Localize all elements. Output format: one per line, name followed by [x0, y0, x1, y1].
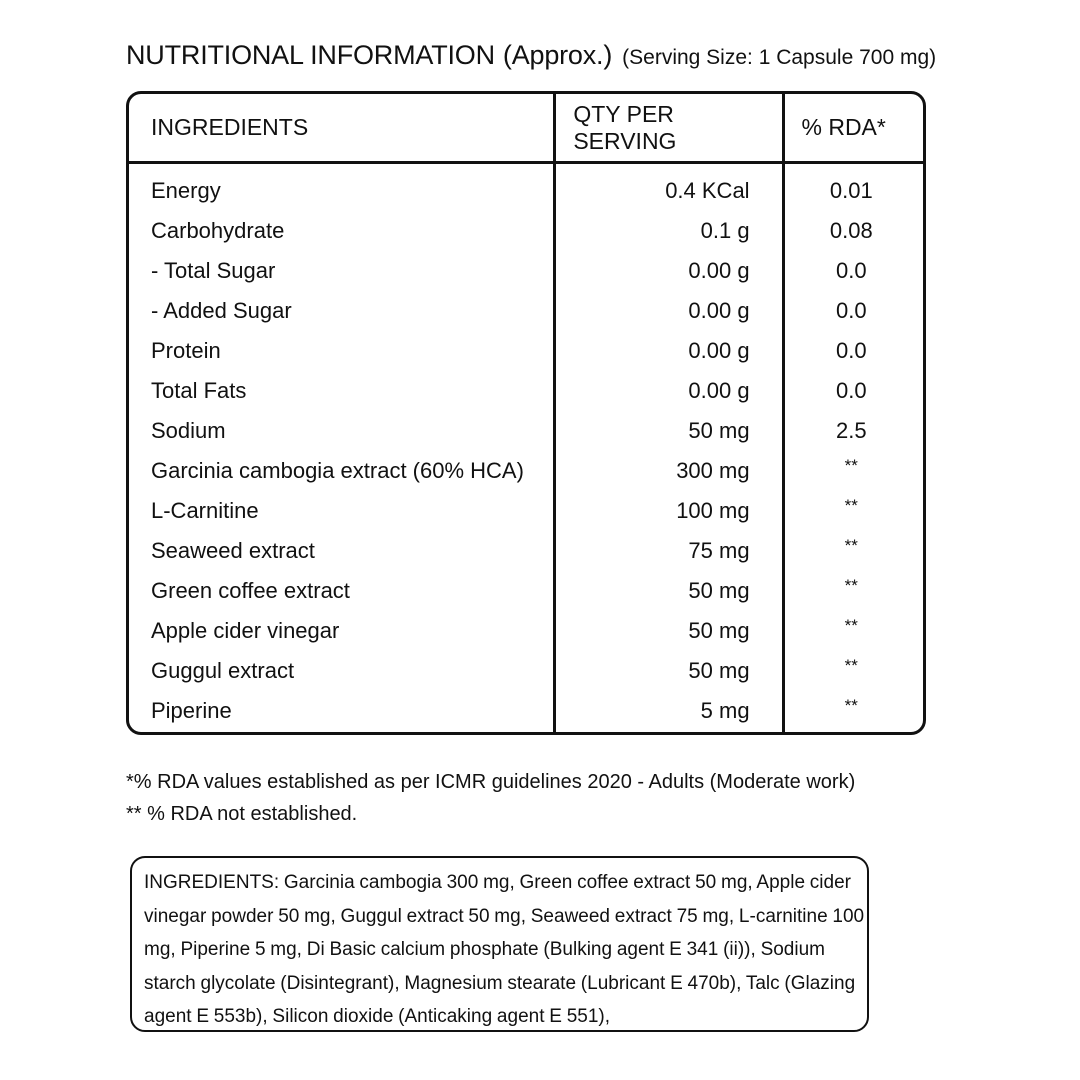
cell-qty: 50 mg: [688, 658, 750, 683]
title-main-text: NUTRITIONAL INFORMATION: [126, 40, 495, 70]
footnote-rda-not-established: ** % RDA not established.: [126, 803, 358, 825]
ingredients-panel: [130, 856, 869, 1032]
cell-ingredient: Carbohydrate: [151, 218, 285, 243]
table-row: [129, 411, 923, 451]
table-header-row: [129, 94, 923, 161]
cell-ingredient: Total Fats: [151, 378, 247, 403]
cell-ingredient: Guggul extract: [151, 658, 295, 683]
title-approx-text: (Approx.): [502, 40, 613, 70]
table-row: [129, 211, 923, 251]
table-row: [129, 371, 923, 411]
cell-qty: 0.00 g: [688, 378, 750, 403]
cell-ingredient: Apple cider vinegar: [151, 618, 340, 643]
column-header-rda: % RDA*: [801, 114, 886, 140]
cell-ingredient: L-Carnitine: [151, 498, 259, 523]
table-row: [129, 251, 923, 291]
cell-rda: **: [844, 695, 858, 715]
cell-rda: 0.0: [835, 298, 867, 323]
table-row: [129, 331, 923, 371]
table-body: [129, 164, 923, 732]
cell-rda: 0.0: [835, 378, 867, 403]
table-row: [129, 451, 923, 491]
table-row: [129, 611, 923, 651]
cell-rda: 0.0: [835, 338, 867, 363]
cell-qty: 0.00 g: [688, 298, 750, 323]
table-row: [129, 291, 923, 331]
cell-rda: **: [844, 535, 858, 555]
cell-qty: 0.4 KCal: [665, 178, 750, 203]
cell-qty: 100 mg: [676, 498, 750, 523]
cell-ingredient: - Added Sugar: [151, 298, 292, 323]
page-title: [126, 40, 1006, 71]
cell-rda: **: [844, 575, 858, 595]
cell-rda: 0.0: [835, 258, 867, 283]
cell-ingredient: Green coffee extract: [151, 578, 350, 603]
cell-ingredient: Energy: [151, 178, 221, 203]
cell-rda: 0.01: [829, 178, 873, 203]
cell-ingredient: Garcinia cambogia extract (60% HCA): [151, 458, 524, 483]
nutrition-table: [126, 91, 926, 735]
cell-ingredient: Sodium: [151, 418, 226, 443]
table-row: [129, 571, 923, 611]
cell-rda: **: [844, 495, 858, 515]
footnote-rda-basis: *% RDA values established as per ICMR guidelines 2020 - Adults (Moderate work): [126, 771, 856, 793]
cell-qty: 0.00 g: [688, 338, 750, 363]
cell-rda: **: [844, 455, 858, 475]
cell-ingredient: Seaweed extract: [151, 538, 315, 563]
cell-qty: 50 mg: [688, 618, 750, 643]
column-header-ingredients: INGREDIENTS: [151, 114, 309, 140]
cell-ingredient: Protein: [151, 338, 221, 363]
table-row: [129, 691, 923, 731]
cell-rda: **: [844, 615, 858, 635]
cell-qty: 50 mg: [688, 418, 750, 443]
cell-qty: 300 mg: [676, 458, 750, 483]
serving-size-text: (Serving Size: 1 Capsule 700 mg): [622, 46, 937, 69]
ingredients-list-text: INGREDIENTS: Garcinia cambogia 300 mg, Green coffee extract 50 mg, Apple cider vinegar powder 50 mg, Guggul extract 50 mg, Seaweed extract 75 mg, L-carnitine 100 mg, Piperine 5 mg, Di Basic calcium phosphate (Bulking agent E 341 (ii)), Sodium starch glycolate (Disintegrant), Magnesium stearate (Lubricant E 470b), Talc (Glazing agent E 553b), Silicon dioxide (Anticaking agent E 551),: [144, 872, 865, 1027]
cell-rda: **: [844, 655, 858, 675]
table-row: [129, 171, 923, 211]
cell-ingredient: - Total Sugar: [151, 258, 276, 283]
cell-qty: 75 mg: [688, 538, 750, 563]
cell-ingredient: Piperine: [151, 698, 232, 723]
column-header-qty: QTY PER SERVING: [573, 100, 677, 154]
cell-rda: 2.5: [835, 418, 867, 443]
cell-qty: 50 mg: [688, 578, 750, 603]
cell-qty: 0.00 g: [688, 258, 750, 283]
cell-qty: 0.1 g: [700, 218, 750, 243]
table-row: [129, 651, 923, 691]
footnotes: [126, 766, 1006, 830]
cell-qty: 5 mg: [700, 698, 750, 723]
table-row: [129, 491, 923, 531]
cell-rda: 0.08: [829, 218, 873, 243]
table-row: [129, 531, 923, 571]
